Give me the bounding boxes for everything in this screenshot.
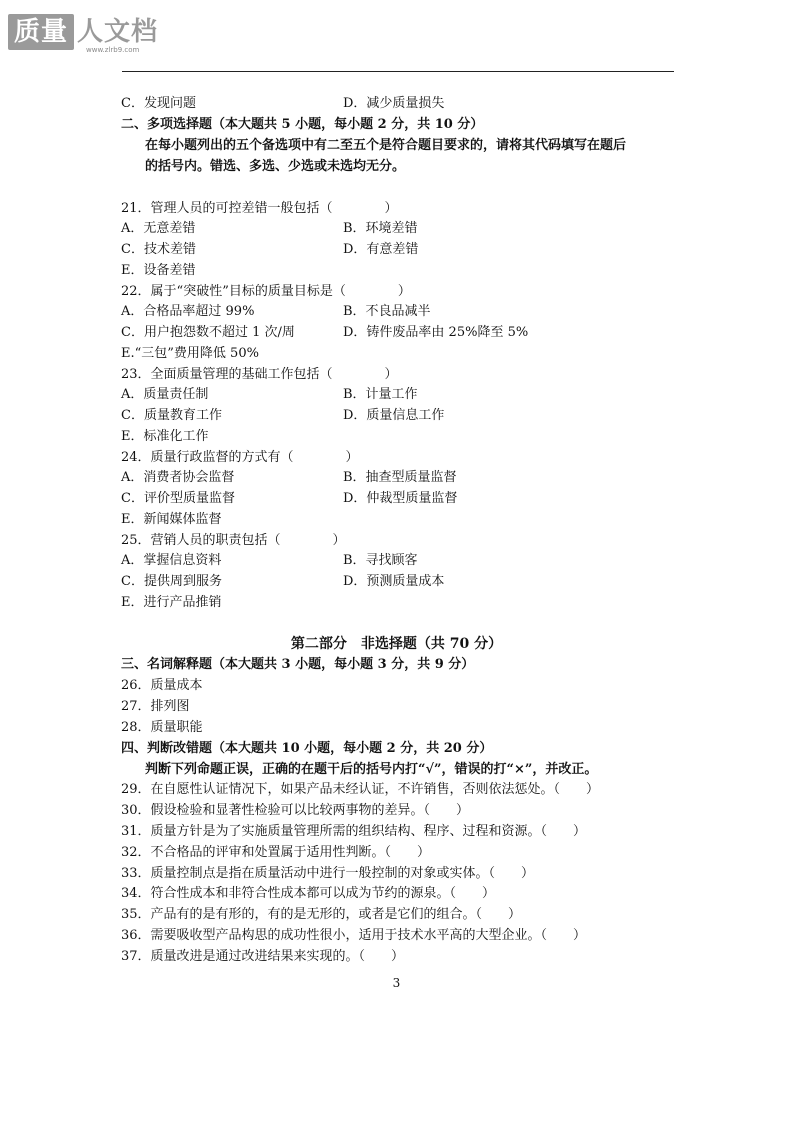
header-rule [122, 71, 674, 72]
question-stem: 26．质量成本 [121, 678, 203, 693]
option-a: A．合格品率超过 99% [121, 304, 255, 319]
option-row [121, 491, 458, 507]
section-instruction: 的括号内。错选、多选、少选或未选均无分。 [145, 159, 406, 174]
option-row [121, 574, 445, 590]
option-e: E．进行产品推销 [121, 595, 222, 610]
option-b: B．抽查型质量监督 [343, 470, 457, 485]
site-logo [8, 10, 158, 54]
option-row [121, 553, 418, 569]
question-stem: 37．质量改进是通过改进结果来实现的。（ ） [121, 949, 405, 964]
option-row [121, 242, 419, 258]
option-row [121, 221, 418, 237]
option-c: C．用户抱怨数不超过 1 次/周 [121, 325, 295, 340]
question-stem: 23．全面质量管理的基础工作包括（ ） [121, 367, 398, 382]
question-stem: 31．质量方针是为了实施质量管理所需的组织结构、程序、过程和资源。（ ） [121, 824, 587, 839]
section-instruction: 判断下列命题正误，正确的在题干后的括号内打“√”，错误的打“×”，并改正。 [145, 762, 598, 777]
logo-box: 质量 [8, 14, 74, 50]
option-c: C．评价型质量监督 [121, 491, 235, 506]
option-row [121, 470, 457, 486]
option-a: A．消费者协会监督 [121, 470, 235, 485]
part-heading: 第二部分 非选择题（共 70 分） [290, 636, 503, 652]
option-d: D．铸件废品率由 25%降至 5% [343, 325, 529, 340]
question-stem: 36．需要吸收型产品构思的成功性很小，适用于技术水平高的大型企业。（ ） [121, 928, 587, 943]
option-d: D．减少质量损失 [343, 96, 445, 111]
question-stem: 30．假设检验和显著性检验可以比较两事物的差异。（ ） [121, 803, 470, 818]
option-d: D．有意差错 [343, 242, 419, 257]
option-row [121, 304, 431, 320]
question-stem: 32．不合格品的评审和处置属于适用性判断。（ ） [121, 845, 431, 860]
option-d: D．质量信息工作 [343, 408, 445, 423]
option-c: C．提供周到服务 [121, 574, 222, 589]
option-c: C．质量教育工作 [121, 408, 222, 423]
option-c: C．技术差错 [121, 242, 196, 257]
section-heading: 三、名词解释题（本大题共 3 小题，每小题 3 分，共 9 分） [121, 657, 475, 672]
logo-text: 人文档 [77, 17, 159, 47]
option-row [121, 408, 445, 424]
question-stem: 29．在自愿性认证情况下，如果产品未经认证，不许销售，否则依法惩处。（ ） [121, 782, 600, 797]
option-e: E．标准化工作 [121, 429, 209, 444]
question-stem: 22．属于“突破性”目标的质量目标是（ ） [121, 284, 411, 299]
option-c: C．发现问题 [121, 96, 196, 111]
option-row [121, 387, 418, 403]
option-b: B．寻找顾客 [343, 553, 418, 568]
option-b: B．环境差错 [343, 221, 418, 236]
section-heading: 四、判断改错题（本大题共 10 小题，每小题 2 分，共 20 分） [121, 741, 493, 756]
question-stem: 28．质量职能 [121, 720, 203, 735]
section-instruction: 在每小题列出的五个备选项中有二至五个是符合题目要求的，请将其代码填写在题后 [145, 138, 627, 153]
question-stem: 34．符合性成本和非符合性成本都可以成为节约的源泉。（ ） [121, 886, 496, 901]
question-stem: 33．质量控制点是指在质量活动中进行一般控制的对象或实体。（ ） [121, 866, 535, 881]
option-a: A．质量责任制 [121, 387, 209, 402]
question-stem: 27．排列图 [121, 699, 190, 714]
option-e: E．设备差错 [121, 263, 196, 278]
option-e: E.“三包”费用降低 50% [121, 346, 259, 361]
option-a: A．无意差错 [121, 221, 196, 236]
question-stem: 25．营销人员的职责包括（ ） [121, 533, 346, 548]
question-stem: 21．管理人员的可控差错一般包括（ ） [121, 201, 398, 216]
question-stem: 35．产品有的是有形的，有的是无形的，或者是它们的组合。（ ） [121, 907, 522, 922]
option-row [121, 96, 445, 112]
option-a: A．掌握信息资料 [121, 553, 222, 568]
option-d: D．仲裁型质量监督 [343, 491, 458, 506]
option-d: D．预测质量成本 [343, 574, 445, 589]
option-row [121, 325, 529, 341]
question-stem: 24．质量行政监督的方式有（ ） [121, 450, 359, 465]
logo-url: www.zlrb9.com [86, 46, 140, 54]
page-number: 3 [392, 976, 401, 990]
option-b: B．不良品减半 [343, 304, 431, 319]
option-e: E．新闻媒体监督 [121, 512, 222, 527]
section-heading: 二、多项选择题（本大题共 5 小题，每小题 2 分，共 10 分） [121, 117, 484, 132]
option-b: B．计量工作 [343, 387, 418, 402]
